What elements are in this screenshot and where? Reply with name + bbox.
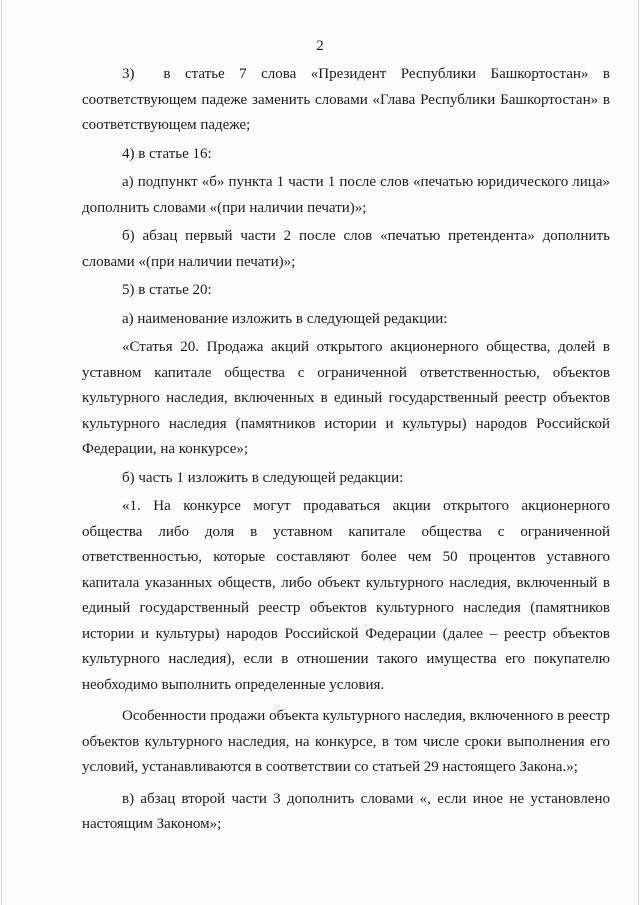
paragraph-subitem-v: в) абзац второй части 3 дополнить словами «, если иное не установлено настоящим Законом»;: [82, 790, 610, 832]
paragraph-subitem-a: а) подпункт «б» пункта 1 части 1 после слов «печатью юридического лица» дополнить словами «(при наличии печати)»;: [82, 174, 610, 216]
paragraph-subitem-a: а) наименование изложить в следующей редакции:: [122, 310, 448, 327]
paragraph-subitem-b: б) часть 1 изложить в следующей редакции:: [122, 469, 404, 486]
paragraph-item-5: 5) в статье 20:: [122, 282, 212, 298]
paragraph-quoted-features: Особенности продажи объекта культурного наследия, включенного в реестр объектов культурного наследия, на конкурсе, в том числе сроки выполнения его условий, устанавливаются в соответствии со статьей 29 настоящего Закона.»;: [82, 708, 610, 775]
paragraph-item-3: 3) в статье 7 слова «Президент Республики Башкортостан» в соответствующем падеже заменить словами «Глава Республики Башкортостан» в соответствующем падеже;: [82, 66, 610, 133]
paragraph-item-4: 4) в статье 16:: [122, 145, 212, 162]
document-body: [82, 62, 610, 838]
page-number: 2: [316, 38, 324, 54]
paragraph-subitem-b: б) абзац первый части 2 после слов «печатью претендента» дополнить словами «(при наличии печати)»;: [82, 228, 610, 270]
paragraph-quoted-part-1: «1. На конкурсе могут продаваться акции открытого акционерного общества либо доля в уставном капитале общества с ограниченной ответственностью, которые составляют более чем 50 процентов уставного капитала указанных обществ, либо объект культурного наследия, включенный в единый государственный реестр объектов культурного наследия (памятников истории и культуры) народов Российской Федерации (далее – реестр объектов культурного наследия), если в отношении такого имущества его покупателю необходимо выполнить определенные условия.: [82, 498, 610, 693]
scan-edge-left: [1, 0, 2, 905]
scan-edge-right: [638, 0, 639, 905]
paragraph-quoted-article-title: «Статья 20. Продажа акций открытого акционерного общества, долей в уставном капитале общества с ограниченной ответственностью, объектов культурного наследия, включенных в единый государственный реестр объектов культурного наследия (памятников истории и культуры) народов Российской Федерации, на конкурсе»;: [82, 339, 610, 457]
